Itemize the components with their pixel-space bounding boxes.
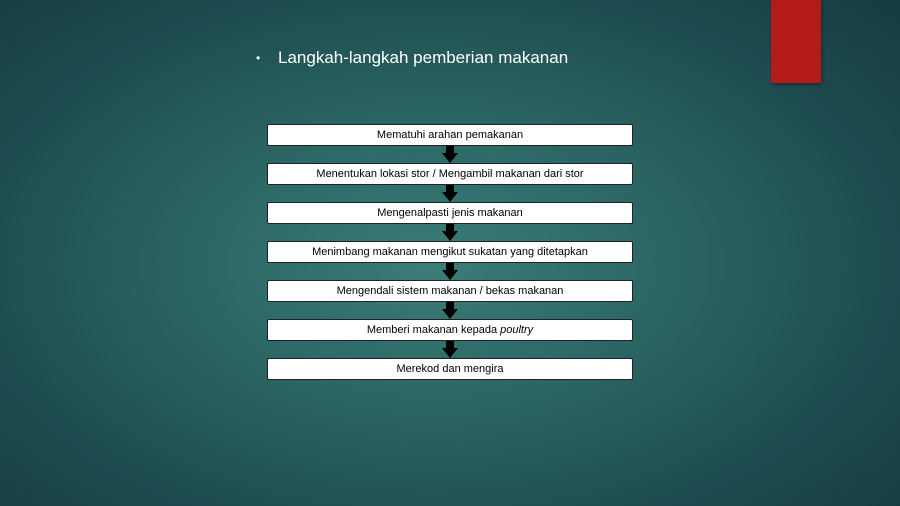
down-arrow-icon bbox=[442, 263, 458, 280]
step-label: Memberi makanan kepada bbox=[366, 324, 501, 336]
down-arrow-icon bbox=[442, 185, 458, 202]
down-arrow-icon bbox=[442, 302, 458, 319]
bullet-icon: • bbox=[256, 51, 261, 65]
step-label: Menimbang makanan mengikut sukatan yang ditetapkan bbox=[312, 246, 588, 258]
accent-rectangle bbox=[771, 0, 821, 83]
down-arrow-icon bbox=[442, 224, 458, 241]
flowchart bbox=[267, 124, 633, 380]
down-arrow-icon bbox=[442, 341, 458, 358]
step-label: Merekod dan mengira bbox=[396, 363, 504, 375]
heading-text: Langkah-langkah pemberian makanan bbox=[278, 48, 569, 67]
step-label: Menentukan lokasi stor / Mengambil makanan dari stor bbox=[316, 168, 584, 180]
step-box-4 bbox=[267, 241, 633, 263]
step-box-1 bbox=[267, 124, 633, 146]
down-arrow-icon bbox=[442, 146, 458, 163]
step-label-italic: poultry bbox=[500, 324, 534, 336]
step-box-7 bbox=[267, 358, 633, 380]
step-box-5 bbox=[267, 280, 633, 302]
step-label: Mematuhi arahan pemakanan bbox=[376, 129, 524, 141]
step-box-3 bbox=[267, 202, 633, 224]
step-box-2 bbox=[267, 163, 633, 185]
step-box-6 bbox=[267, 319, 633, 341]
step-label: Mengendali sistem makanan / bekas makanan bbox=[336, 285, 564, 297]
step-label: Mengenalpasti jenis makanan bbox=[377, 207, 523, 219]
slide-heading bbox=[256, 47, 568, 69]
